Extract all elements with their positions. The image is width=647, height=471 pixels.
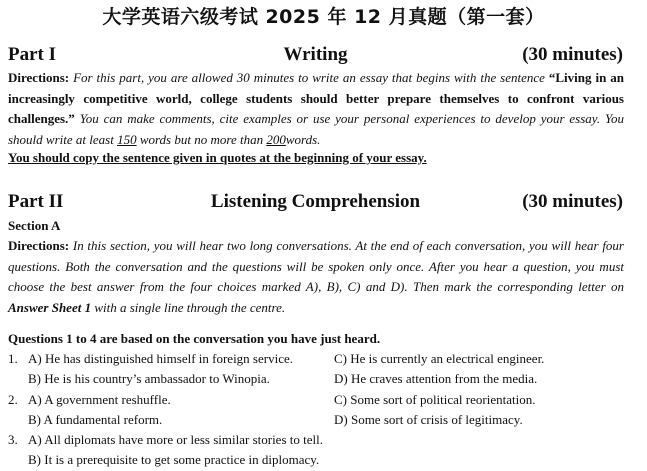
part1-time: (30 minutes): [522, 44, 623, 65]
answer-sheet-label: Answer Sheet 1: [8, 299, 92, 315]
option-d: D) Some sort of crisis of legitimacy.: [334, 412, 523, 427]
directions-text: words.: [285, 131, 321, 147]
exam-title: 大学英语六级考试 2025 年 12 月真题（第一套）: [102, 6, 545, 28]
directions-text: words but no more than: [139, 131, 264, 147]
part1-label: Part I: [8, 44, 57, 65]
part2-heading: [8, 191, 623, 215]
directions-label: Directions:: [8, 238, 70, 253]
copy-note: You should copy the sentence given in quotes at the beginning of your essay.: [8, 150, 427, 165]
option-b: B) It is a prerequisite to get some practice in diplomacy.: [28, 452, 320, 467]
option-a: A) He has distinguished himself in foreign service.: [28, 351, 293, 366]
part1-directions: [8, 68, 624, 150]
option-b: B) He is his country’s ambassador to Winopia.: [28, 371, 270, 386]
question-number: 2.: [8, 392, 18, 407]
option-c: C) He is currently an electrical engineer.: [334, 351, 545, 366]
directions-text: For this part, you are allowed 30 minutes to write an essay that begins with the sentence: [73, 70, 545, 85]
part2-name: Listening Comprehension: [210, 191, 421, 212]
directions-text: In this section, you will hear two long conversations. At the end of each conversation, you will hear four questions. Both the conversation and the questions will be spoken only once. After you hear a question, you must choose the best answer from the four choices marked A), B), C) and D). Then mark the corresponding letter on: [8, 238, 624, 294]
question-number: 1.: [8, 351, 18, 366]
part2-time: (30 minutes): [522, 191, 623, 212]
option-c: C) Some sort of political reorientation.: [334, 392, 536, 407]
directions-text: with a single line through the centre.: [94, 299, 286, 315]
directions-text: You can make comments, cite examples or use your personal experiences to develop your essay. You should write at least: [8, 111, 625, 147]
part2-label: Part II: [8, 191, 64, 212]
part2-directions: [8, 236, 624, 318]
option-d: D) He craves attention from the media.: [334, 371, 538, 386]
option-b: B) A fundamental reform.: [28, 412, 163, 427]
part1-name: Writing: [283, 44, 348, 65]
option-a: A) A government reshuffle.: [28, 392, 171, 407]
questions-heading: Questions 1 to 4 are based on the conversation you have just heard.: [8, 331, 381, 346]
directions-label: Directions:: [8, 70, 70, 85]
min-words: 150: [117, 131, 137, 147]
question-number: 3.: [8, 432, 18, 447]
option-a: A) All diplomats have more or less similar stories to tell.: [28, 432, 323, 447]
prompt-sentence: “Living in an increasingly competitive world, college students should better prepare themselves to confront various challenges.”: [8, 70, 624, 126]
max-words: 200: [266, 131, 286, 147]
part1-heading: [8, 44, 623, 68]
section-label: Section A: [8, 218, 61, 233]
